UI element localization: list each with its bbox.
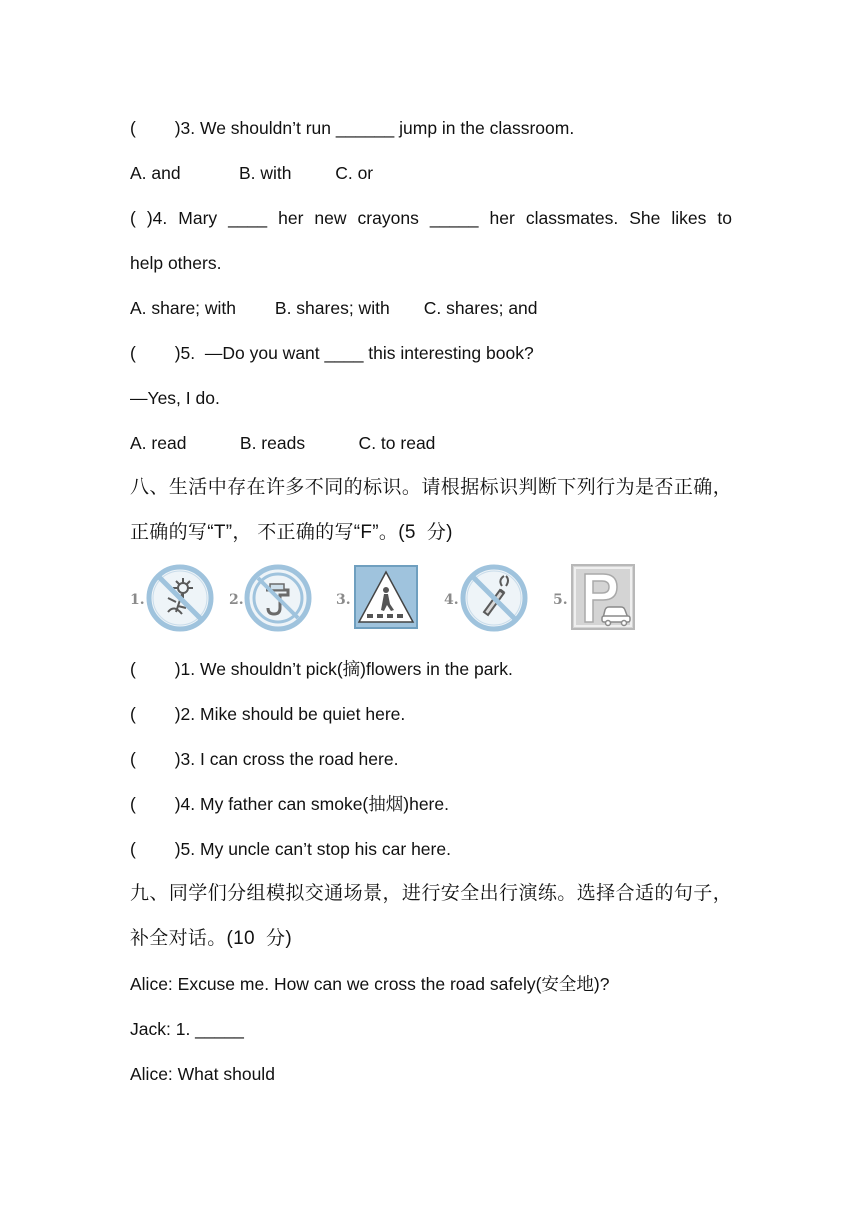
sign-question-3: ( )3. I can cross the road here. — [130, 749, 399, 769]
sign-question-1: ( )1. We shouldn’t pick(摘)flowers in the park. — [130, 659, 513, 679]
no-smoking-icon — [460, 564, 528, 632]
parking-icon — [571, 564, 635, 630]
question-5-reply: —Yes, I do. — [130, 388, 220, 408]
sign-question-5: ( )5. My uncle can’t stop his car here. — [130, 839, 451, 859]
section-9-heading-continued: 补全对话。(10 分) — [130, 928, 292, 949]
sign-question-4: ( )4. My father can smoke(抽烟)here. — [130, 794, 449, 814]
section-8-heading: 八、生活中存在许多不同的标识。请根据标识判断下列行为是否正确， — [130, 477, 732, 498]
question-4-stem-continued: help others. — [130, 253, 222, 273]
question-5-options: A. read B. reads C. to read — [130, 433, 436, 453]
dialogue-line-alice-2: Alice: What should — [130, 1064, 275, 1084]
sign-5-number: 5. — [553, 592, 568, 608]
pedestrian-crossing-icon — [353, 564, 419, 630]
question-4-stem: ( )4. Mary ____ her new crayons _____ her classmates. She likes to — [130, 208, 732, 228]
sign-question-2: ( )2. Mike should be quiet here. — [130, 704, 406, 724]
question-5-stem: ( )5. —Do you want ____ this interesting book? — [130, 343, 534, 363]
sign-1-number: 1. — [130, 592, 145, 608]
question-4-options: A. share; with B. shares; with C. shares; and — [130, 298, 538, 318]
dialogue-line-jack-1: Jack: 1. _____ — [130, 1019, 244, 1039]
no-picking-flowers-icon — [146, 564, 214, 632]
dialogue-line-alice-1: Alice: Excuse me. How can we cross the road safely(安全地)? — [130, 974, 610, 994]
sign-2-number: 2. — [229, 592, 244, 608]
section-9-heading: 九、同学们分组模拟交通场景，进行安全出行演练。选择合适的句子， — [130, 883, 732, 904]
question-3-options: A. and B. with C. or — [130, 163, 374, 183]
question-3-stem: ( )3. We shouldn’t run ______ jump in the classroom. — [130, 118, 575, 138]
sign-4-number: 4. — [444, 592, 459, 608]
sign-images-row — [128, 564, 648, 634]
section-8-heading-continued: 正确的写“T”， 不正确的写“F”。(5 分) — [130, 522, 453, 543]
sign-3-number: 3. — [336, 592, 351, 608]
no-horn-icon — [244, 564, 312, 632]
